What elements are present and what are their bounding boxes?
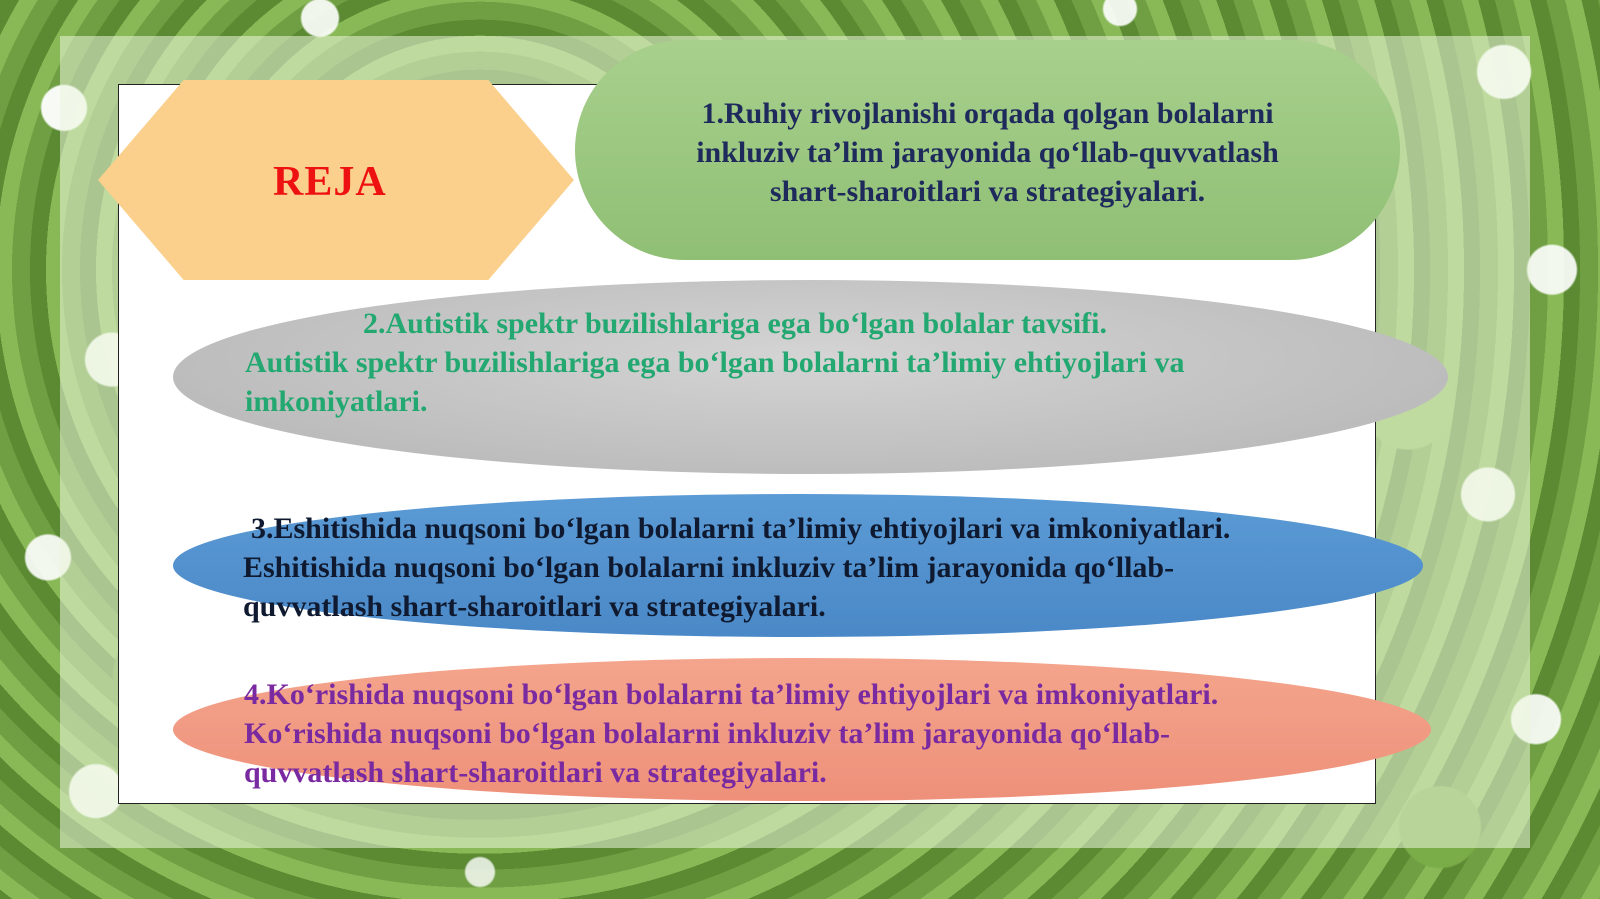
plan-item-4-line-3: quvvatlash shart-sharoitlari va strategiyalari. [244, 756, 827, 789]
plan-item-4 [173, 658, 1431, 801]
plan-item-2-line-1: 2.Autistik spektr buzilishlariga ega bo‘lgan bolalar tavsifi. [363, 307, 1107, 340]
plan-item-2-line-2: Autistik spektr buzilishlariga ega bo‘lgan bolalarni ta’limiy ehtiyojlari va [245, 346, 1185, 379]
plan-item-1-line-1: 1.Ruhiy rivojlanishi orqada qolgan bolalarni [701, 97, 1274, 130]
plan-item-3-line-2: Eshitishida nuqsoni bo‘lgan bolalarni inkluziv ta’lim jarayonida qo‘llab- [243, 551, 1175, 584]
plan-item-3-line-3: quvvatlash shart-sharoitlari va strategiyalari. [243, 590, 826, 623]
plan-item-4-line-2: Ko‘rishida nuqsoni bo‘lgan bolalarni inkluziv ta’lim jarayonida qo‘llab- [244, 717, 1171, 750]
plan-item-1 [575, 40, 1400, 260]
plan-item-2 [173, 280, 1448, 474]
slide-title: REJA [273, 159, 387, 205]
plan-item-3 [173, 494, 1423, 637]
plan-item-1-line-3: shart-sharoitlari va strategiyalari. [769, 175, 1206, 208]
plan-item-3-line-1: 3.Eshitishida nuqsoni bo‘lgan bolalarni ta’limiy ehtiyojlari va imkoniyatlari. [251, 512, 1231, 545]
plan-item-2-line-3: imkoniyatlari. [245, 385, 428, 418]
plan-item-1-line-2: inkluziv ta’lim jarayonida qo‘llab-quvvatlash [696, 136, 1279, 169]
plan-item-4-line-1: 4.Ko‘rishida nuqsoni bo‘lgan bolalarni ta’limiy ehtiyojlari va imkoniyatlari. [244, 678, 1219, 711]
